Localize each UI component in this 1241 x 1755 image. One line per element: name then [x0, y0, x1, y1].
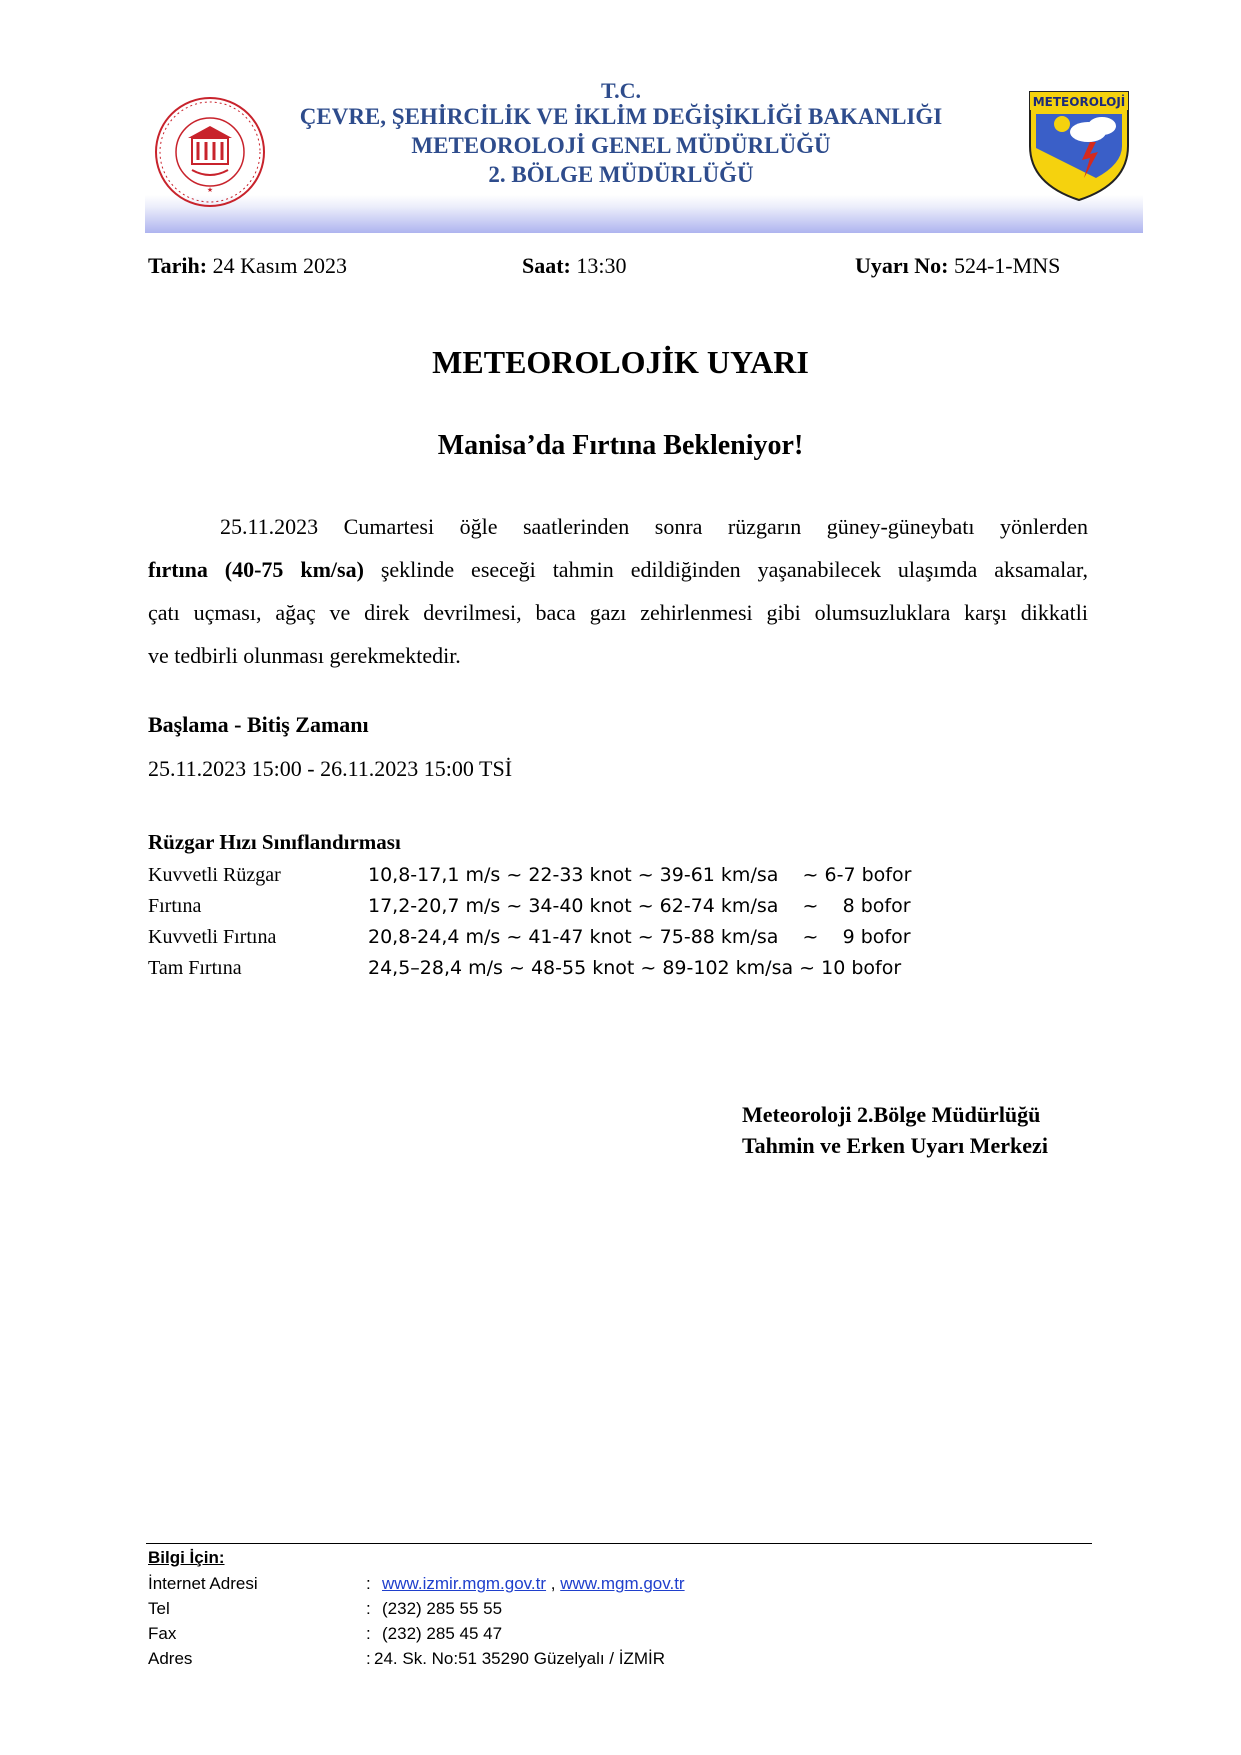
paragraph-line-4: ve tedbirli olunması gerekmektedir. [148, 643, 461, 668]
meteoroloji-shield-logo [1026, 88, 1132, 204]
wind-class-value: 20,8-24,4 m/s ~ 41-47 knot ~ 75-88 km/sa ~ 9 bofor [368, 926, 911, 948]
date-field [148, 253, 347, 279]
footer-title: Bilgi İçin: [148, 1548, 225, 1567]
header-directorate: METEOROLOJİ GENEL MÜDÜRLÜĞÜ [411, 133, 831, 158]
warning-number-field [855, 253, 1060, 279]
wind-class-value: 24,5–28,4 m/s ~ 48-55 knot ~ 89-102 km/sa ~ 10 bofor [368, 957, 902, 979]
header-ministry: ÇEVRE, ŞEHİRCİLİK VE İKLİM DEĞİŞİKLİĞİ BAKANLIĞI [299, 104, 943, 129]
wind-class-name: Kuvvetli Rüzgar [148, 864, 281, 886]
footer-colon: : [366, 1649, 371, 1668]
storm-range-bold: fırtına (40-75 km/sa) [148, 557, 364, 582]
internet-links [382, 1574, 685, 1594]
wind-class-name: Fırtına [148, 895, 202, 917]
link-separator: , [546, 1574, 561, 1593]
paragraph-line-1: 25.11.2023 Cumartesi öğle saatlerinden sonra rüzgarın güney-güneybatı yönlerden [220, 514, 1088, 539]
time-field [522, 253, 627, 279]
footer-colon: : [366, 1599, 371, 1618]
wind-class-name: Kuvvetli Fırtına [148, 926, 277, 948]
wind-class-value: 17,2-20,7 m/s ~ 34-40 knot ~ 62-74 km/sa ~ 8 bofor [368, 895, 911, 917]
page-title: METEOROLOJİK UYARI [432, 344, 809, 380]
header-band [145, 195, 1143, 233]
warning-number-value: 524-1-MNS [948, 253, 1061, 278]
warning-number-label: Uyarı No: [855, 253, 949, 278]
date-label: Tarih: [148, 253, 208, 278]
fax-label: Fax [148, 1624, 177, 1643]
logo-text: METEOROLOJİ [1032, 95, 1126, 109]
signature-line-2: Tahmin ve Erken Uyarı Merkezi [742, 1133, 1048, 1158]
fax-value: (232) 285 45 47 [382, 1624, 503, 1643]
footer-colon: : [366, 1624, 371, 1643]
date-value: 24 Kasım 2023 [207, 253, 348, 278]
izmir-mgm-link[interactable]: www.izmir.mgm.gov.tr [382, 1574, 547, 1593]
time-value: 13:30 [570, 253, 627, 278]
signature-line-1: Meteoroloji 2.Bölge Müdürlüğü [742, 1102, 1041, 1127]
address-value: 24. Sk. No:51 35290 Güzelyalı / İZMİR [374, 1649, 666, 1668]
header-tc: T.C. [601, 78, 641, 103]
svg-text:★: ★ [206, 186, 214, 194]
period-label: Başlama - Bitiş Zamanı [148, 712, 369, 737]
paragraph-line-2 [148, 548, 1088, 591]
paragraph-line-2-rest: şeklinde eseceği tahmin edildiğinden yaşanabilecek ulaşımda aksamalar, [363, 557, 1088, 582]
footer-colon: : [366, 1574, 371, 1593]
footer-divider [146, 1543, 1092, 1544]
page-subtitle: Manisa’da Fırtına Bekleniyor! [437, 430, 804, 461]
paragraph-line-3: çatı uçması, ağaç ve direk devrilmesi, baca gazı zehirlenmesi gibi olumsuzluklara karşı dikkatli [148, 600, 1088, 625]
mgm-link[interactable]: www.mgm.gov.tr [560, 1574, 685, 1593]
header-region: 2. BÖLGE MÜDÜRLÜĞÜ [488, 162, 754, 187]
wind-class-name: Tam Fırtına [148, 957, 242, 979]
classification-title: Rüzgar Hızı Sınıflandırması [148, 830, 401, 854]
address-label: Adres [148, 1649, 193, 1668]
wind-class-value: 10,8-17,1 m/s ~ 22-33 knot ~ 39-61 km/sa ~ 6-7 bofor [368, 864, 912, 886]
internet-label: İnternet Adresi [148, 1574, 258, 1593]
time-label: Saat: [522, 253, 571, 278]
period-value: 25.11.2023 15:00 - 26.11.2023 15:00 TSİ [148, 756, 513, 781]
warning-paragraph [148, 505, 1088, 677]
tel-label: Tel [148, 1599, 170, 1618]
tel-value: (232) 285 55 55 [382, 1599, 503, 1618]
